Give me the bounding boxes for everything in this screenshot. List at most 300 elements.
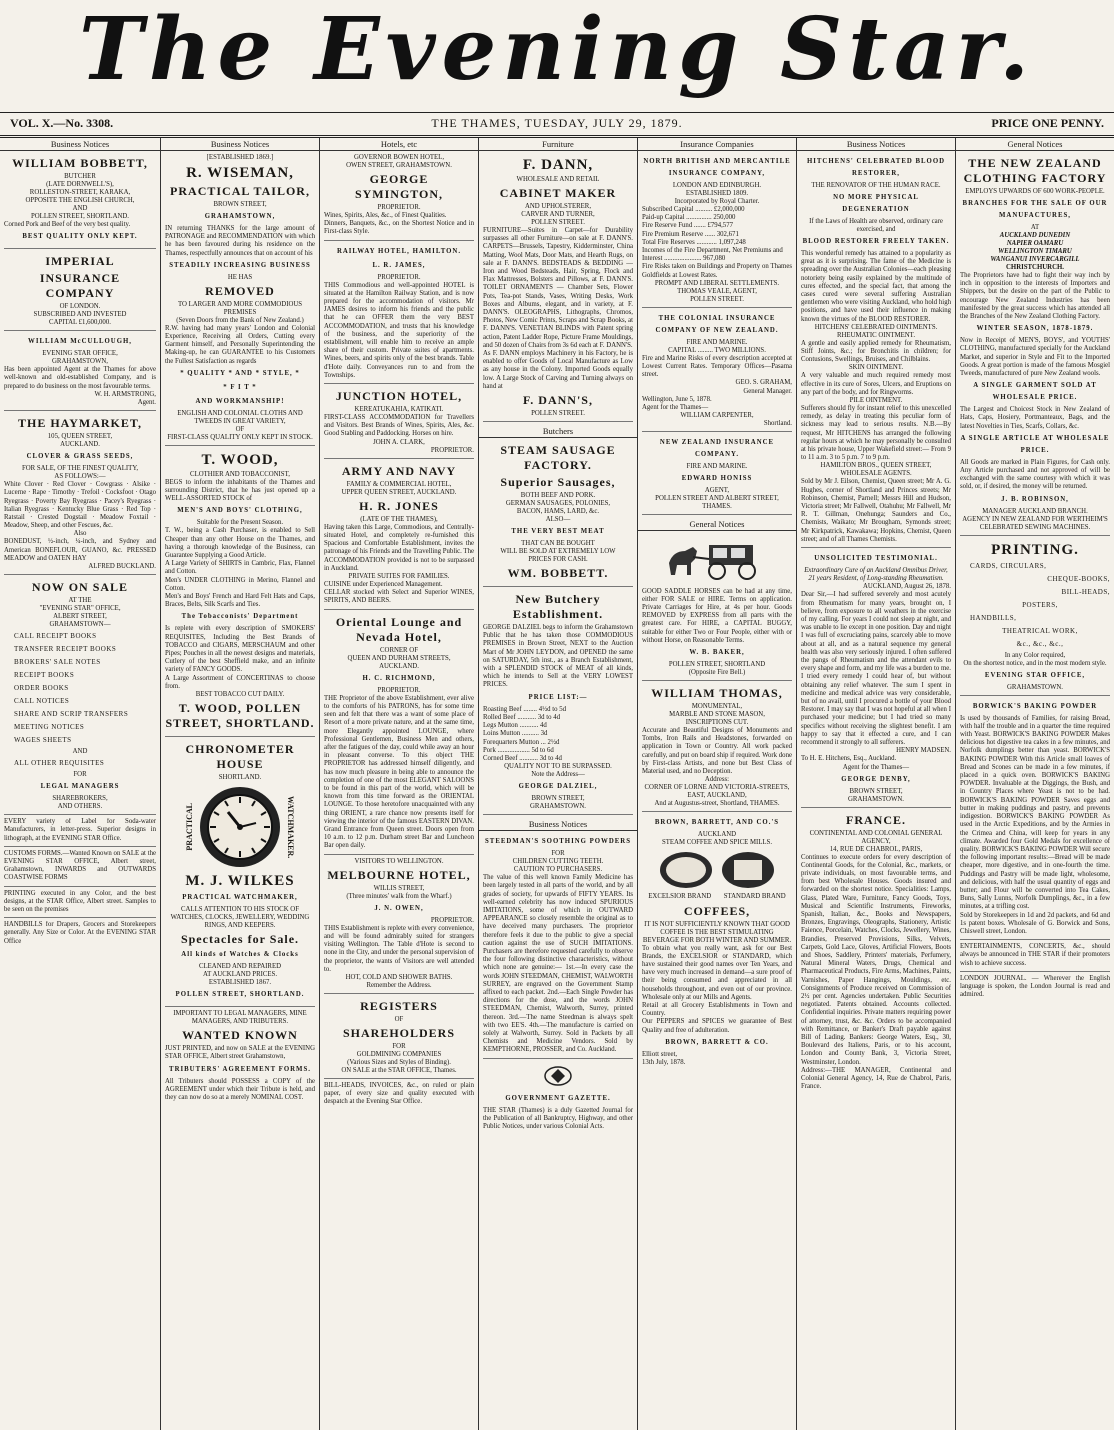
advert-billheads bbox=[324, 1082, 474, 1110]
advert-line: PROPRIETOR. bbox=[430, 916, 474, 924]
list-item: CARDS, CIRCULARS, bbox=[970, 561, 1047, 570]
advert-body: IN returning THANKS for the large amount of PATRONAGE and RECOMMENDATION with which he has been favoured during his residence on the Thames, respectfully announces that on account of his bbox=[165, 225, 315, 257]
advert-title: WILLIAM THOMAS, bbox=[651, 686, 783, 701]
column-3 bbox=[320, 138, 478, 1430]
advert-line: SHAREHOLDERS bbox=[342, 1025, 456, 1040]
advert-line: QUALITY NOT TO BE SURPASSED. bbox=[504, 763, 612, 771]
advert-wiseman bbox=[165, 154, 315, 446]
advert-junction-hotel bbox=[324, 387, 474, 459]
advert-borwick bbox=[960, 699, 1110, 940]
advert-line: GRAHAMSTOWN, bbox=[204, 213, 276, 220]
advert-line: IMPORTANT TO LEGAL MANAGERS, MINE MANAGERS, AND TRIBUTERS. bbox=[173, 1010, 307, 1026]
advert-mccullough bbox=[4, 334, 156, 411]
advert-line: MARBLE AND STONE MASON, bbox=[669, 711, 765, 719]
list-item: CHEQUE-BOOKS, bbox=[1047, 574, 1110, 583]
advert-line: AT THE bbox=[68, 597, 92, 605]
column-header: Business Notices bbox=[0, 138, 160, 151]
advert-title: UNSOLICITED TESTIMONIAL. bbox=[814, 555, 938, 563]
advert-line: WILLIAM CARPENTER, bbox=[680, 412, 754, 420]
advert-line: Shortland. bbox=[763, 420, 792, 428]
advert-body: To obtain what you really want, ask for our Best Brands, the EXCELSIOR or STANDARD, which have sustained their good names over Ten Years, and have very much increased in demand—a sure proof of their being consumed and appreciated in all households throughout, and even out of our province. Wholesale only at our Mills and Agents. bbox=[642, 944, 792, 1001]
section-header: Butchers bbox=[479, 425, 637, 438]
advert-line: 13th July, 1878. bbox=[642, 1058, 686, 1066]
advert-line: PROPRIETOR. bbox=[377, 204, 421, 211]
advert-north-british bbox=[642, 154, 792, 308]
advert-line: FOR bbox=[551, 850, 565, 858]
advert-line: AT bbox=[1030, 224, 1040, 231]
advert-line: WHOLESALE AND RETAIL bbox=[516, 176, 600, 183]
advert-body: EVERY variety of Label for Soda-water Manufacturers, in letter-press. Superior designs in lithograph, at the EVENING STAR Office. bbox=[4, 818, 156, 842]
table-row: Fire Premium Reserve ...... 302,671 bbox=[642, 230, 739, 238]
advert-line: PILE OINTMENT. bbox=[849, 397, 903, 405]
advert-signature: ALFRED BUCKLAND. bbox=[88, 563, 156, 571]
advert-entertainments bbox=[960, 943, 1110, 972]
section-header: General Notices bbox=[638, 518, 796, 531]
advert-governor-bowen bbox=[324, 154, 474, 241]
advert-title: GOVERNMENT GAZETTE. bbox=[505, 1094, 611, 1102]
advert-title: THE NEW ZEALAND CLOTHING FACTORY bbox=[963, 156, 1107, 185]
advert-line: If the Laws of Health are observed, ordinary care exercised, and bbox=[809, 218, 943, 233]
advert-line: HE HAS bbox=[227, 273, 253, 281]
advert-line: And at Augustus-street, Shortland, THAMES. bbox=[654, 800, 780, 808]
advert-body: CUSTOMS FORMS.—Wanted Known on SALE at the EVENING STAR OFFICE, Albert street, Grahamstown, INWARDS and OUTWARDS COASTWISE FORMS bbox=[4, 849, 156, 882]
advert-line: AUCKLAND bbox=[697, 831, 737, 839]
advert-line: BUTCHER bbox=[64, 173, 96, 180]
advert-title: THE HAYMARKET, bbox=[17, 416, 142, 431]
advert-line: CARVER AND TURNER, bbox=[521, 211, 595, 218]
advert-body: CELLAR stocked with Select and Superior WINES, SPIRITS, AND BEERS. bbox=[324, 589, 474, 605]
advert-title: Oriental Lounge and Nevada Hotel, bbox=[335, 614, 463, 644]
price-row: Forequarters Mutton ... 2½d bbox=[483, 738, 560, 746]
advert-melbourne-hotel bbox=[324, 858, 474, 994]
advert-line: BOTH BEEF AND PORK. bbox=[520, 492, 596, 500]
advert-line: EVENING STAR OFFICE, bbox=[984, 671, 1086, 679]
advert-body: Accurate and Beautiful Designs of Monuments and Tombs, Iron Rails and Headstones, forwarded on application in Town or Country. All work packed carefully, and put on board ship if required. Work done by First-class Artists, and none but Best Class of Material used, and no Deception. bbox=[642, 727, 792, 776]
advert-line: (LATE OF THE THAMES), bbox=[360, 515, 438, 523]
advert-body: Address:—THE MANAGER, Continental and Colonial General Agency, 14, Rue de Chabrol, Paris, France. bbox=[801, 1066, 951, 1091]
advert-line: General Manager. bbox=[743, 387, 792, 395]
advert-line: Remember the Address. bbox=[366, 981, 432, 989]
column-header: General Notices bbox=[956, 138, 1114, 151]
advert-body: Men's and Boys' French and Hard Felt Hats and Caps, Braces, Belts, Silk Scarfs and Ties. bbox=[165, 593, 315, 609]
advert-body: Has been appointed Agent at the Thames for above well-known and old-established Company, and is prepared to do business on the most favourable terms. bbox=[4, 366, 156, 390]
advert-line: BROWN STREET, bbox=[213, 201, 267, 208]
advert-line: PRICE LIST:— bbox=[528, 693, 588, 701]
advert-registers bbox=[324, 997, 474, 1079]
advert-line: Note the Address— bbox=[531, 771, 585, 779]
advert-line: SUBSCRIBED AND INVESTED bbox=[33, 311, 127, 319]
advert-line: SHAREBROKERS, bbox=[52, 795, 108, 803]
advert-line: L. R. JAMES, bbox=[372, 261, 426, 269]
advert-baker bbox=[642, 534, 792, 681]
advert-title: INSURANCE COMPANY bbox=[39, 271, 121, 301]
advert-body: FIRST-CLASS ACCOMMODATION for Travellers and Visitors. Best Brands of Wines, Spirits, Ales, &c. Good Stabling and Paddocking. Horses on hire. bbox=[324, 414, 474, 438]
advert-line: AT AUCKLAND PRICES. bbox=[202, 971, 278, 979]
horse-carriage-icon bbox=[657, 537, 777, 581]
table-row: Subscribed Capital .......... £2,000,000 bbox=[642, 206, 745, 213]
advert-line: AUCKLAND, August 26, 1878. bbox=[863, 583, 951, 591]
advert-line: PROPRIETOR. bbox=[377, 686, 421, 694]
list-item: RECEIPT BOOKS bbox=[14, 671, 75, 680]
advert-line: PRIVATE SUITES FOR FAMILIES. bbox=[348, 573, 450, 581]
list-item: CALL RECEIPT BOOKS bbox=[14, 632, 97, 641]
advert-line: ESTABLISHED 1809. bbox=[685, 190, 749, 197]
advert-line: GRAHAMSTOWN, bbox=[52, 358, 108, 366]
column-header: Business Notices bbox=[797, 138, 955, 151]
advert-line: BEST TOBACCO CUT DAILY. bbox=[195, 691, 285, 699]
column-7 bbox=[956, 138, 1114, 1430]
advert-line: AND bbox=[72, 748, 88, 756]
advert-body: All Goods are marked in Plain Figures, for Cash only. Any Article purchased and not approved of will be exchanged with the same courtesy with which it was sold, or, if desired, the money will be returned. bbox=[960, 458, 1110, 491]
advert-tributers bbox=[165, 1010, 315, 1105]
advert-line: WINTER SEASON, 1878-1879. bbox=[976, 325, 1094, 333]
advert-title: HITCHENS' CELEBRATED BLOOD RESTORER, bbox=[806, 158, 946, 177]
advert-line: AND bbox=[72, 205, 88, 212]
advert-haymarket bbox=[4, 414, 156, 575]
advert-title: WILLIAM BOBBETT, bbox=[12, 156, 148, 170]
advert-body: The Largest and Choicest Stock in New Zealand of Hats, Caps, Hosiery, Portmanteaux, Bags, and the latest Novelties in Ties, Scarfs, Collars, &c. bbox=[960, 406, 1110, 430]
advert-line: A SINGLE GARMENT SOLD AT WHOLESALE PRICE. bbox=[973, 382, 1097, 402]
advert-line: JOHN A. CLARK, bbox=[373, 438, 425, 446]
advert-title: GEORGE SYMINGTON, bbox=[354, 172, 444, 201]
advert-logo-text: T. WOOD, POLLEN STREET, SHORTLAND. bbox=[165, 701, 315, 731]
advert-title: IMPERIAL bbox=[45, 254, 115, 269]
advert-line: Also bbox=[73, 530, 87, 538]
advert-line: THOMAS VEALE, AGENT, bbox=[677, 287, 757, 295]
list-item: ORDER BOOKS bbox=[14, 684, 69, 693]
list-item: BILL-HEADS, bbox=[1061, 587, 1110, 596]
advert-body: Is replete with every description of SMOKERS' REQUISITES, Including the Best Brands of TOBACCO and CIGARS, MERSCHAUM and other Pipes; Pouches in all the newest designs and materials, Cutlery of the best Sheffield make, and an infinite variety of FANCY GOODS. bbox=[165, 625, 315, 674]
advert-line: H. C. RICHMOND, bbox=[362, 674, 436, 682]
advert-body: Is used by thousands of Families, for raising Bread, with half the trouble and in a quarter the time required with Yeast. BORWICK'S BAKING POWDER Makes delicious hot digestive tea cakes in a few minutes, and Norfolk dumplings better than yeast. BORWICK'S BAKING POWDER With this Article small loaves of Bread and Scones can be made in a few minutes, if placed in a quick oven. BORWICK'S BAKING POWDER. Invaluable at the Diggings, the Bush, and in Country Places where Yeast is not to be had. BORWICK'S BAKING POWDER Saves eggs and butter in making puddings and pastry, and prevents indigestion. BORWICK'S BAKING POWDER As used in the Arctic Expeditions, and by the Armies in the Crimea and China, will keep for years in any climate. Awarded four Gold Medals for excellence of quality. BORWICK'S BAKING POWDER Will secure the following important results:—Bread will be made cheaper, more digestive, and in one-fourth the time. Puddings and Pastry will be made light, wholesome, and delicious, with half the usual quantity of eggs and butter; and Flour will be converted into Tea Cakes, Buns, Sally Lunns, Norfolk Dumplings, &c., in a few minutes, at a trifling cost. bbox=[960, 714, 1110, 911]
advert-line: SHORTLAND. bbox=[218, 774, 262, 782]
advert-title: R. WISEMAN, bbox=[186, 165, 294, 181]
advert-steedman bbox=[483, 834, 633, 1058]
advert-title: RAILWAY HOTEL, HAMILTON. bbox=[336, 247, 462, 255]
advert-line: CALLS ATTENTION TO HIS STOCK OF bbox=[180, 906, 299, 914]
advert-body: A Large Assortment of CONCERTINAS to choose from. bbox=[165, 674, 315, 690]
advert-line: On the shortest notice, and in the most modern style. bbox=[963, 659, 1107, 667]
list-item: &c., &c., &c., bbox=[1016, 639, 1064, 648]
advert-line: POLLEN STREET AND ALBERT STREET, bbox=[655, 495, 779, 503]
advert-line: CLOTHIER AND TOBACCONIST, bbox=[190, 470, 290, 478]
advert-line: VISITORS TO WELLINGTON. bbox=[354, 857, 444, 865]
advert-line: ROLLESTON-STREET, KARAKA, bbox=[29, 189, 131, 196]
advert-line: INSCRIPTIONS CUT. bbox=[685, 719, 749, 727]
advert-line: FIRE AND MARINE. bbox=[686, 463, 748, 471]
advert-line: FOR bbox=[392, 1042, 406, 1050]
advert-title: FRANCE. bbox=[846, 812, 906, 827]
advert-body: Fire and Marine Risks of every description accepted at Lowest Current Rates. Temporary Offices—Pasama street. bbox=[642, 354, 792, 379]
advert-title: JUNCTION HOTEL, bbox=[335, 389, 463, 404]
advert-line: GOLDMINING COMPANIES bbox=[356, 1050, 442, 1058]
advert-line: 14, RUE DE CHABROL, PARIS, bbox=[829, 845, 923, 853]
advert-line: OF LONDON. bbox=[59, 303, 101, 311]
advert-body: CUISINE under Experienced Management. bbox=[324, 581, 443, 589]
price-row: Roasting Beef ........ 4½d to 5d bbox=[483, 705, 567, 713]
advert-line: * QUALITY * AND * STYLE, * bbox=[180, 369, 300, 377]
advert-line: HOT, COLD AND SHOWER BATHS. bbox=[345, 973, 453, 981]
advert-title: MELBOURNE HOTEL, bbox=[327, 867, 471, 882]
advert-line: GEORGE DALZIEL, bbox=[518, 783, 598, 791]
advert-line: PRACTICAL TAILOR, bbox=[170, 184, 310, 198]
advert-body: THIS Establishment is replete with every convenience, and will be found admirably suited for strangers visiting Wellington. The Table d'Hote is second to none in the City, and under the personal supervision of the proprietor, the wants of Visitors are well attended to. bbox=[324, 924, 474, 973]
advert-line: THAMES. bbox=[702, 503, 732, 511]
advert-army-navy bbox=[324, 462, 474, 610]
advert-body: THE Proprietor of the above Establishment, ever alive to the comforts of his PATRONS, has for some time seen and felt that there was a want of some place of Resort of a more private nature, and at the same time, more Elegantly appointed LOUNGE, where Professional Gentlemen, Business Men and others, after the fatigues of the day, could while away an hour in pleasant converse. To this object THE PROPRIETOR has addressed himself diligently, and has now much pleasure in being able to announce the completion of one of the most ELEGANT SALOONS to be found in this part of the world, which will be known from this time forward as the ORIENTAL LOUNGE. To those heretofore unacquainted with any thing ORIENT, a rare chance now presents itself for viewing the interior of the famous EASTERN DIVAN. Grand Entrance from Queen street. Doors open from 10 a.m. to 12 p.m. Durham street Bar and Luncheon Bar open daily. bbox=[324, 694, 474, 850]
advert-line: ALBERT STREET, bbox=[53, 613, 107, 621]
advert-line: Extraordinary Cure of an Auckland Omnibus Driver, 21 years Resident, of Long-standing Rheumatism. bbox=[804, 567, 948, 583]
advert-body: Men's UNDER CLOTHING in Merino, Flannel and Cotton. bbox=[165, 576, 315, 592]
advert-line: GRAHAMSTOWN. bbox=[530, 803, 586, 811]
advert-line: LONDON AND EDINBURGH. bbox=[672, 182, 762, 189]
list-item: BROKERS' SALE NOTES bbox=[14, 658, 101, 667]
advert-line: BROWN, BARRETT & CO. bbox=[665, 1038, 769, 1046]
advert-wood bbox=[165, 449, 315, 737]
price-row: Legs Mutton ........... 4d bbox=[483, 722, 547, 730]
advert-line: REMOVED bbox=[205, 283, 275, 298]
brand-label: STANDARD BRAND bbox=[723, 893, 786, 901]
advert-body: GOOD SADDLE HORSES can be had at any time, either FOR SALE or HIRE. Terms on application. Private Carriages for Hire, at 4s per hour. Goods REMOVED by EXPRESS from all parts with the greatest care. For HIRE, a CAPITAL BUGGY, suitable for either Two or Four People, either with or without Horse, on Reasonable Terms. bbox=[642, 587, 792, 644]
advert-line: GOVERNOR BOWEN HOTEL, bbox=[353, 154, 445, 161]
advert-body: T. W., being a Cash Purchaser, is enabled to Sell Cheaper than any other House on the Thames, and having a thorough knowledge of the Business, can Guarantee Supplying a Good Article. bbox=[165, 527, 315, 560]
advert-line: [ESTABLISHED 1869.] bbox=[206, 154, 274, 161]
advert-line: GRAHAMSTOWN. bbox=[848, 795, 904, 803]
advert-line: WILLIS STREET, bbox=[373, 884, 425, 892]
advert-line: GEORGE DENBY, bbox=[841, 775, 911, 783]
advert-line: STEAM COFFEE AND SPICE MILLS. bbox=[661, 839, 773, 847]
advert-line: AND OTHERS. bbox=[57, 803, 103, 811]
advert-line: FOR bbox=[73, 771, 87, 779]
advert-title: STEEDMAN'S SOOTHING POWDERS bbox=[485, 838, 631, 846]
advert-line: BRANCHES FOR THE SALE OF OUR MANUFACTURES, bbox=[962, 200, 1108, 219]
advert-line: CORNER OF bbox=[380, 646, 418, 654]
advert-printing bbox=[960, 539, 1110, 696]
advert-line: ALSO— bbox=[545, 516, 571, 524]
advert-line: OF bbox=[235, 425, 245, 433]
advert-line: AND UPHOLSTERER, bbox=[524, 203, 592, 210]
advert-body: FURNITURE—Suites in Carpet—for Durability surpasses all other Furniture—on sale at F. DANN'S. CARPETS—Brussels, Tapestry, Kidderminster, China Matting, Wool Mats, Door Mats, and Hearth Rugs, on sale at F. DANN'S. BEDSTEADS & BEDDING — Iron and Wood Bedsteads, Hair, Spring, Flock and Flax Mattresses, Bolsters and Pillows, at F. DANN'S. TOILET ORNAMENTS — Chamber Sets, Flower Pots, Tea-pot Stands, Vases, Writing Desks, Work Boxes and Albums, elegant, and in variety, at F. DANN'S. OLEOGRAPHS, Lithographs, Chromos, Photos, New Comic Prints, Scraps and Scrap Books, at F. DANN'S. VENETIAN BLINDS with Patent spring action, Patent Ladder Rope, Picture Frame Mouldings, and 50 dozen of Chairs from 3s 6d each at F. DANN'S. bbox=[483, 227, 633, 349]
advert-line: (LATE DORNWELL'S), bbox=[46, 181, 114, 188]
excelsior-brand-icon bbox=[658, 850, 714, 890]
advert-line: CAPITAL ......... TWO MILLIONS. bbox=[668, 346, 766, 354]
advert-wilkes bbox=[165, 740, 315, 1007]
advert-line: The Tobacconists' Department bbox=[181, 613, 299, 621]
advert-title: M. J. WILKES bbox=[185, 873, 295, 890]
advert-body: Dinners, Banquets, &c., on the Shortest Notice and in First-class Style. bbox=[324, 220, 474, 236]
advert-line: (Opposite Fire Bell.) bbox=[688, 669, 746, 677]
price-row: Rolled Beef ........... 3d to 4d bbox=[483, 713, 561, 721]
advert-line: GERMAN SAUSAGES, POLONIES, bbox=[505, 500, 611, 508]
advert-line: AS FOLLOWS:— bbox=[54, 473, 106, 481]
advert-title: NEW ZEALAND INSURANCE COMPANY. bbox=[659, 439, 775, 459]
advert-line: Incorporated by Royal Charter. bbox=[674, 198, 760, 205]
advert-body: Continues to execute orders for every description of Continental Goods, for the Colonial, &c., markets, or private individuals, on most favourable terms, and from best Wholesale Houses. Goods insured and forwarded on the shortest notice. Specialities: Lamps, Glass, Plated Ware, Furniture, Fancy Goods, Toys, Musical and Scientific Instruments, Fireworks, Spanish, Italian, &c., Books and Newspapers, Bronzes, Engravings, Oleographs, Stationery, Artistic Faience, Porcelain, Watches, Clocks, Jewellery, Wines, Brandies, Preserved Provisions, Silks, Velvets, Carpets, Gold Lace, Gloves, Artificial Flowers, Boots and Shoes, Saddlery, Printers' materials, Perfumery, Natural Mineral Waters, Drugs, Chemical and Pharmaceutical Products, Fire Arms, Machines, Paints, Varnishes, Paper Hangings, Mouldings, etc. Consignments of Produce received on Commission of 2½ per cent. Agencies undertaken. Public Securities negotiated. Patents obtained. Accounts collected. Confidential inquiries. Private matters requiring power of attorney, trust, &c. &c. Orders to be accompanied with Remittance, or Banker's Draft payable against Bill of Lading. Bankers: George Waters, Esq., 30, Boulevard des Italiens, Paris, or to his account, London and County Bank, 3, Victoria Street, Westminster, London. bbox=[801, 853, 951, 1066]
advert-line: BROWN STREET, bbox=[531, 795, 585, 803]
advert-oriental-lounge bbox=[324, 613, 474, 855]
advert-line: MONUMENTAL, bbox=[691, 703, 743, 711]
advert-line: "EVENING STAR" OFFICE, bbox=[39, 605, 121, 613]
list-item: WAGES SHEETS bbox=[14, 736, 72, 745]
advert-line: KEREATUKAHIA, KATIKATI. bbox=[354, 406, 444, 414]
advert-body: White Clover · Red Clover · Cowgrass · Alsike · Lucerne · Rape · Timothy · Trefoil · Cocksfoot · Otago Ryegrass · Poverty Bay Ryegrass · Pacey's Ryegrass · Italian Ryegrass · Kentucky Blue Grass · Red Top · Ratstail · Crested Dogstail · Meadow Foxtail · Meadow, Sheep, and other Fescues, &c. bbox=[4, 481, 156, 530]
advert-title: ARMY AND NAVY bbox=[341, 463, 457, 478]
advert-dann bbox=[483, 154, 633, 422]
advert-bobbett bbox=[4, 154, 156, 249]
advert-body: Sold by Mr J. Eilson, Chemist, Queen street; Mr A. G. Hughes, corner of Shortland and Princes streets; Mr Robinson, Chemist, Parnell; Messrs Hill and Hudson, Victoria street; Mr Fallwell, Otahuhu; Mr Fallwell, Mr R. T. Gillman, Onehunga; Saunders and Co., Chemists, Waikato; Mr Brougham, Symonds street; Mr Kirkpatrick, Kawakawa; Hopkins, Chemist, Queen street; and of all Thames Chemists. bbox=[801, 478, 951, 543]
advert-line: TRIBUTERS' AGREEMENT FORMS. bbox=[169, 1065, 311, 1073]
advert-line: * F I T * bbox=[223, 383, 257, 391]
advert-title: WILLIAM McCULLOUGH, bbox=[28, 338, 132, 346]
advert-body: Dear Sir,—I had suffered severely and most acutely from Rheumatism for many years, brought on, I believe, from exposure to all weathers in the exercise of my calling. For years I could not sleep at night, and was unable to lie except in one position. Day and night I was full of excruciating pains, scarcely able to move about at all, and as a natural sequence my general health was also very seriously injured. I often suffered the pangs of Rheumatism and the attendant evils to every shape and form, and my life was a burden to me. I tried every remedy I could hear of, but without obtaining any relief whatever. The sum I spent in medicine and medical advice was very considerable, but of no avail, until I procured a bottle of your Blood Restorer. I may say that I was not hopeful at all when I purchased your medicine; but I had tried so many specifics without receiving the slightest benefit. I am happy to say that it effected a cure, and I can recommend it strongly to all sufferers. bbox=[801, 591, 951, 746]
advert-signature: HENRY MADSEN. bbox=[896, 747, 951, 755]
advert-line: QUEEN AND DURHAM STREETS, bbox=[347, 654, 451, 662]
advert-line: UPPER QUEEN STREET, AUCKLAND. bbox=[341, 488, 457, 496]
list-item: CALL NOTICES bbox=[14, 697, 70, 706]
advert-title: BROWN, BARRETT, AND CO.'S bbox=[654, 819, 780, 827]
brand-labels bbox=[642, 893, 792, 901]
advert-line: POLLEN STREET, SHORTLAND. bbox=[175, 991, 305, 999]
coffee-brand-logos bbox=[642, 850, 792, 890]
advert-line: Elliott street, bbox=[642, 1050, 678, 1058]
advert-line: OWEN STREET, GRAHAMSTOWN. bbox=[346, 162, 452, 169]
advert-nz-insurance bbox=[642, 435, 792, 515]
advert-line: MANAGER AUCKLAND BRANCH. bbox=[982, 507, 1088, 515]
advert-line: GRAHAMSTOWN. bbox=[1007, 683, 1063, 691]
advert-line: CLOVER & GRASS SEEDS, bbox=[26, 453, 134, 461]
advert-line: All kinds of Watches & Clocks bbox=[181, 951, 299, 959]
advert-body: A Large Variety of SHIRTS in Cambric, Flax, Flannel and Cotton. bbox=[165, 560, 315, 576]
advert-title: BORWICK'S BAKING POWDER bbox=[972, 702, 1098, 710]
advert-line: WM. BOBBETT. bbox=[507, 566, 609, 581]
advert-body: BONEDUST, ½-inch, ¼-inch, and Sydney and American BONEFLOUR, GUANO, &c. PRESSED MEADOW and OATEN HAY bbox=[4, 538, 156, 562]
advert-line: Wellington, June 5, 1878. bbox=[642, 395, 712, 403]
advert-line: Agent for the Thames— bbox=[842, 763, 910, 771]
advert-title: F. DANN, bbox=[522, 157, 594, 173]
advert-line: POLLEN STREET, SHORTLAND bbox=[668, 661, 766, 669]
column-4 bbox=[479, 138, 637, 1430]
advert-line: LEGAL MANAGERS bbox=[40, 783, 120, 791]
advert-line: COFFEES, bbox=[683, 903, 751, 918]
advert-body: Sufferers should fly for instant relief to this unexcelled remedy, as delay in treating this peculiar form of sickness may lead to serious results. N.B.—By request, Mr HITCHENS has arranged the following regular hours at which he may personally be consulted at his private house, Upper Wakefield street:— From 9 to 11 a.m. 3 to 5 p.m. 7 to 9 p.m. bbox=[801, 405, 951, 462]
advert-body: Corned Pork and Beef of the very best quality. bbox=[4, 221, 131, 228]
advert-line: AUCKLAND. bbox=[60, 441, 100, 449]
advert-line: J. B. ROBINSON, bbox=[1001, 495, 1069, 503]
advert-france bbox=[801, 811, 951, 1095]
advert-line: THAT CAN BE BOUGHT bbox=[521, 540, 595, 548]
advert-line: CAUTION TO PURCHASERS. bbox=[513, 866, 603, 874]
column-5 bbox=[638, 138, 796, 1430]
advert-line: CAPITAL £1,600,000. bbox=[49, 319, 111, 327]
dateline bbox=[0, 112, 1114, 138]
advert-hitchens bbox=[801, 154, 951, 548]
advert-line: TO LARGER AND MORE COMMODIOUS PREMISES bbox=[177, 300, 303, 316]
advert-line: SKIN OINTMENT. bbox=[848, 364, 904, 372]
column-header: Furniture bbox=[479, 138, 637, 151]
table-row: Paid-up Capital ............... 250,000 bbox=[642, 214, 736, 222]
crest-icon bbox=[483, 1065, 633, 1090]
advert-line: 105, QUEEN STREET, bbox=[47, 433, 113, 441]
advert-signature: GEO. S. GRAHAM, bbox=[735, 379, 792, 387]
advert-body: PRINTING executed in any Color, and the best designs, at the STAR Office, Albert street. Samples to be seen on the premises bbox=[4, 889, 156, 914]
advert-line: Suitable for the Present Season. bbox=[196, 519, 284, 527]
advert-body: R.W. having had many years' London and Colonial Experience, Receiving all Orders, Cutting every Garment himself, and Personally Superintending the Making-up, he can GUARANTEE to his Customers the Fullest Satisfaction as regards bbox=[165, 324, 315, 365]
advert-line: (Seven Doors from the Bank of New Zealand.) bbox=[176, 316, 304, 324]
advert-body: A very valuable and much required remedy most effective in its cure of Sores, Ulcers, and Eruptions on any part of the body, and for Ringworms. bbox=[801, 372, 951, 396]
advert-title: PRINTING. bbox=[991, 541, 1079, 558]
advert-title: T. WOOD, bbox=[201, 451, 279, 468]
advert-signature: W. H. ARMSTRONG, bbox=[94, 390, 156, 398]
advert-colonial-insurance bbox=[642, 311, 792, 433]
advert-title: THE COLONIAL INSURANCE COMPANY OF NEW ZEALAND. bbox=[655, 314, 779, 334]
advert-line: MEN'S AND BOYS' CLOTHING, bbox=[177, 507, 303, 515]
advert-line: H. R. JONES bbox=[359, 498, 439, 513]
column-6 bbox=[797, 138, 955, 1430]
advert-line: NAPIER OAMARU bbox=[1006, 240, 1064, 247]
advert-title: NOW ON SALE bbox=[31, 580, 129, 595]
advert-line: Agent. bbox=[137, 399, 156, 407]
advert-line: POLLEN STREET. bbox=[690, 295, 744, 303]
advert-line: BROWN STREET, bbox=[849, 787, 903, 795]
advert-body: Now in Receipt of MEN'S, BOYS', and YOUTHS' CLOTHING, manufactured specially for the Auckland Market, and superior in Style and Fit to the Imported Goods. A great portion is made of the famous Mosgiel Tweeds, manufactured of pure New Zealand wools. bbox=[960, 337, 1110, 378]
advert-body: This wonderful remedy has attained to a popularity as great as it is surprising. The fame of the Medicine is spreading over the Australian Colonies—each pleasing notoriety being easily explained by the multitude of cures effected, and the special fact, that among the cases cured were several suffering Australian gentlemen who were visiting Auckland, who hold high positions, and have used their influence in making known the virtues of the BLOOD RESTORER. bbox=[801, 250, 951, 323]
advert-line: Agent for the Thames— bbox=[642, 404, 709, 412]
advert-london-journal bbox=[960, 975, 1110, 1003]
advert-line: BACON, HAMS, LARD, &c. bbox=[516, 508, 600, 516]
advert-line: IT IS NOT SUFFICIENTLY KNOWN THAT GOOD COFFEE IS THE BEST STIMULATING BEVERAGE FOR BOTH WINTER AND SUMMER. bbox=[642, 920, 792, 944]
column-header: Business Notices bbox=[161, 138, 319, 151]
advert-body: HANDBILLS for Drapers, Grocers and Storekeepers generally. Any Size or Color. At the EVENING STAR Office bbox=[4, 921, 156, 945]
advert-steam-sausage bbox=[483, 441, 633, 587]
price-row: Pork ................... 5d to 6d bbox=[483, 746, 554, 754]
advert-line: EMPLOYS UPWARDS OF 600 WORK-PEOPLE. bbox=[965, 188, 1105, 195]
advert-line: FIRST-CLASS QUALITY ONLY KEPT IN STOCK. bbox=[167, 433, 313, 441]
advert-nz-clothing-factory bbox=[960, 154, 1110, 536]
list-item: ALL OTHER REQUISITES bbox=[14, 759, 105, 768]
advert-line: (Various Sizes and Styles of Binding). bbox=[347, 1058, 451, 1066]
advert-body: GEORGE DALZIEL begs to inform the Grahamstown Public that he has taken those COMMODIOUS PREMISES in Brown Street, NEXT to the Auction Mart of Mr JOHN LEYDON, and OPENED the same on SATURDAY, 5th inst., as a Branch Establishment, with a SPLENDID STOCK of MEAT of all kinds, which he intends to Sell at the VERY LOWEST PRICES. bbox=[483, 624, 633, 689]
advert-line: CONTINENTAL AND COLONIAL GENERAL AGENCY, bbox=[809, 829, 943, 845]
advert-line: A SINGLE ARTICLE AT WHOLESALE PRICE. bbox=[960, 434, 1110, 454]
advert-line: PRACTICAL WATCHMAKER, bbox=[182, 894, 298, 902]
advert-title: WANTED KNOWN bbox=[182, 1028, 298, 1043]
clock-side-label: WATCHMAKER. bbox=[286, 795, 296, 859]
columns bbox=[0, 138, 1114, 1430]
advert-body: BEGS to inform the inhabitants of the Thames and surrounding District, that he has just opened up a WELL-ASSORTED STOCK of bbox=[165, 478, 315, 503]
advert-line: GRAHAMSTOWN— bbox=[49, 621, 111, 629]
table-row: Fire Reserve Fund ....... £794,577 bbox=[642, 222, 733, 230]
list-item: MEETING NOTICES bbox=[14, 723, 85, 732]
advert-line: WELLINGTON TIMARU bbox=[998, 248, 1072, 255]
advert-body: A gentle and easily applied remedy for Rheumatism, Stiff Joints, &c.; for Bronchitis in children; for Contusions, Swellings, Bruises, and Chilblains. bbox=[801, 339, 951, 364]
advert-printing bbox=[4, 890, 156, 919]
advert-body: The value of this well known Family Medicine has been largely tested in all parts of the world, and by all grades of society, for upwards of FIFTY YEARS. Its well-earned celebrity has now induced SPURIOUS IMITATIONS, some of which in OUTWARD APPEARANCE so closely resemble the original as to have deceived many purchasers. The proprietor therefore feels it due to the public to give a special caution against the use of SUCH IMITATIONS. Purchasers are therefore requested carefully to observe the four following distinctive characteristics, without which none are genuine:— 1st.—In every case the words JOHN STEEDMAN, CHEMIST, WALWORTH SURREY, are engraved on the Government Stamp affixed to each packet. 2nd.—Each Single Powder has directions for the dose, and the words JOHN STEEDMAN, Chemist, Walworth, Surrey, printed thereon. 3rd.—The name Steedman is always spelt with two EE'S. 4th.—The manufacture is carried on solely at Walworth, Surrey. Sold in Packets by all Chemists and Medicine Vendors. Sold by KEMPTHORNE, PROSSER, and Co. Auckland. bbox=[483, 874, 633, 1054]
advert-body: Wines, Spirits, Ales, &c., of Finest Qualities. bbox=[324, 212, 447, 219]
advert-line: FOR SALE, OF THE FINEST QUALITY, bbox=[21, 465, 139, 473]
advert-line: AUCKLAND. bbox=[379, 662, 419, 670]
advert-tagline: BEST QUALITY ONLY KEPT. bbox=[22, 233, 138, 241]
advert-title: CHRONOMETER HOUSE bbox=[185, 742, 295, 772]
advert-title: REGISTERS bbox=[360, 998, 438, 1013]
advert-line: RHEUMATIC OINTMENT. bbox=[836, 331, 916, 339]
advert-line: POLLEN STREET. bbox=[531, 219, 585, 226]
table-row: Total Fire Reserves ............ 1,097,248 bbox=[642, 238, 746, 246]
advert-line: THE RENOVATOR OF THE HUMAN RACE. bbox=[811, 182, 941, 189]
advert-line: OF bbox=[394, 1015, 404, 1023]
advert-line: POLLEN STREET. bbox=[531, 410, 585, 418]
advert-labels bbox=[4, 818, 156, 847]
advert-body: ENTERTAINMENTS, CONCERTS, &c., should always be announced in THE STAR if their promoters wish to achieve success. bbox=[960, 943, 1110, 967]
